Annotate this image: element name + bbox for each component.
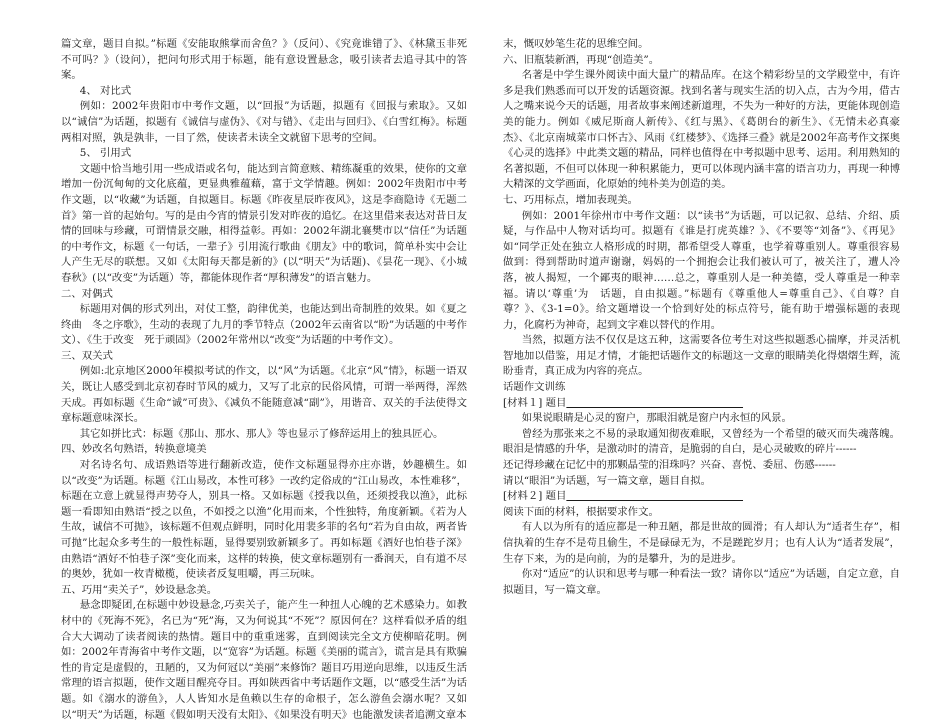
material-1-label: [材料１] 题目	[503, 396, 567, 409]
section-heading: 5、 引用式	[79, 147, 132, 160]
material-1-title	[503, 396, 900, 412]
body-paragraph: 悬念即疑团,在标题中妙设悬念,巧卖关子，能产生一种扭人心魄的艺术感染力。如教材中的《死海不死》，名已为“死”海，又为何说其“不死”？原因何在？这样看似矛盾的组合大大调动了读者阅读的热情。题目中的重重迷雾，直到阅读完全文方使柳暗花明。例如：2002年青海省中考作文题，以“宽容”为话题。标题《美丽的谎言》，谎言是具有欺骗性的肯定是虚假的，丑陋的，又为何冠以“美丽”来修饰？题目巧用逆向思维，以违反生活常理的语言拟题，使作文题目醒亮夺目。再如陕西省中考话题作文题，以“感受生活”为话题。如《溺水的游鱼》，人人皆知水是鱼赖以生存的命根子，怎么游鱼会溺水呢？又如以“明天”为话题，标题《假如明天没有太阳》、《如果没有明天》也能激发读者追溯文章本	[61, 599, 467, 721]
title-blank-line	[566, 397, 743, 409]
continued-paragraph: 末，慨叹妙笔生花的思维空间。	[503, 38, 649, 50]
task-paragraph: 请以“眼泪”为话题，写一篇文章，题目自拟。	[503, 474, 712, 487]
section-heading: 七、巧用标点，增加表现美。	[503, 193, 639, 206]
section-heading: 四、妙改名句熟语，转换意境美	[61, 443, 207, 456]
title-blank-line	[566, 490, 743, 502]
body-paragraph: 文题中恰当地引用一些成语或名句，能达到言简意赅、精练凝重的效果，使你的文章增加一份沉甸甸的文化底蕴，更显典雅蕴藉，富于文学情趣。例如：2002年贵阳市中考作文题，以“收藏”为话题，自拟题目。标题《昨夜星辰昨夜风》，这是李商隐诗《无题二首》第一首的起始句。写的是由今宵的情景引发对昨夜的追忆。在这里借来表达对昔日友情的回味与珍藏，可谓情景交融，相得益彰。再如：2002年湖北襄樊市以“信任”为话题的中考作文，标题《一句话，一辈子》引用流行歌曲《朋友》中的歌词，简单朴实中会让人产生无尽的联想。又如《太阳每天都是新的》(以“明天”为话题)、《昙花一现》、《小城春秋》(以“改变”为话题）等，都能体现作者“厚积薄发”的语言魅力。	[61, 162, 467, 284]
section-heading: 六、旧瓶装新酒，再现“创造美”。	[503, 53, 660, 66]
intro-paragraph: 篇文章，题目自拟。”标题《安能取熊掌而舍鱼？》（反问）、《究竟谁错了》、《林黛玉非死不可吗？》（设问），把问句形式用于标题，能有意设置悬念，吸引读者去追寻其中的答案。	[61, 38, 467, 82]
left-column	[61, 37, 467, 723]
body-paragraph: 还记得珍藏在记忆中的那颗晶莹的泪珠吗？兴奋、喜悦、委屈、伤感------	[503, 459, 836, 472]
body-paragraph: 如果说眼睛是心灵的窗户，那眼泪就是窗户内永恒的风景。	[521, 412, 792, 425]
task-paragraph: 你对“适应”的认识和思考与哪一种看法一致？请你以“适应”为话题，自定立意，自拟题目，写一篇文章。	[503, 568, 900, 596]
practice-heading: 话题作文训练	[503, 381, 566, 394]
body-paragraph: 名著是中学生课外阅读中面大量广的精品库。在这个精彩纷呈的文学殿堂中，有许多是我们熟悉而可以开发的话题资源。找到名著与现实生活的切入点，古为今用，借古人之嘴来说今天的话题，用者故事来阐述新道理，不失为一种好的方法，更能体现创造美的能力。例如《威尼斯商人新传》、《红与黑》、《葛朗台的新生》、《无情未必真豪杰》、《北京南城菜市口怀古》、风雨《红楼梦》、《选择三叠》就是2002年高考作文探奥《心灵的选择》中此类文题的精品，同样也值得在中考拟题中思考、运用。利用熟知的名著拟题，不但可以体现一种积累能力，更可以体现内涵丰富的语言功力，再现一种博大精深的文学画面，化原始的纯朴美为创造的美。	[503, 69, 900, 191]
body-paragraph: 例如:北京地区2000年模拟考试的作文，以“风”为话题。《北京“风”情》，标题一语双关，既让人感受到北京初春时节风的威力，又写了北京的民俗风情，可谓一举两得，浑然天成。再如标题《生命“诚”可贵》、《减负不能随意减“副”》，用谐音、双关的手法使得文章标题意味深长。	[61, 365, 467, 425]
body-paragraph: 其它如拼比式：标题《那山、那水、那人》等也显示了修辞运用上的独具匠心。	[79, 427, 444, 440]
section-heading: 4、 对比式	[79, 84, 132, 97]
body-paragraph: 标题用对偶的形式列出，对仗工整，韵律优美，也能达到出奇制胜的效果。如《夏之终曲 冬之序歌》，生动的表现了九月的季节特点（2002年云南省以“盼”为话题的中考作文）、《生于改变 死于顽固》（2002年常州以“改变”为话题的中考作文）。	[61, 303, 467, 347]
body-paragraph: 曾经为那张来之不易的录取通知彻夜难眠，又曾经为一个希望的破灭而失魂落魄。眼泪是情感的升华，是激动时的清音，是脆弱的自白，是心灵破败的碎片------	[503, 427, 900, 456]
material-2-label: [材料２] 题目	[503, 490, 567, 503]
section-heading: 二、对偶式	[61, 287, 113, 300]
body-paragraph: 对名诗名句、成语熟语等进行翻新改造，使作文标题显得亦庄亦谐，妙趣横生。如以“改变”为话题。标题《江山易改，本性可移》一改约定俗成的“江山易改，本性难移”，标题在立意上就显得声势夺人，别具一格。又如标题《授我以鱼，还须授我以渔》，此标题一看即知由熟语“授之以鱼，不如授之以渔”化用而来，个性独特，角度新颖。《若为人生故，诚信不可抛》，该标题不但观点鲜明，同时化用裴多菲的名句“若为自由故，两者皆可抛”比起众多考生的一般性标题，显得要别致新颖多了。再如标题《酒好也怕巷子深》由熟语“酒好不怕巷子深”变化而来，这样的转换，使文章标题别有一番润天，自有道不尽的奥妙，犹如一枚青橄榄，使读者反复咀嚼，再三玩味。	[61, 459, 467, 581]
body-paragraph: 例如：2002年贵阳市中考作文题，以“回报”为话题，拟题有《回报与索取》。又如以“诚信”为话题，拟题有《诚信与虚伪》、《对与错》、《走出与回归》、《白雪红梅》。标题两相对照，孰是孰非，一目了然，使读者未读全文就留下思考的空间。	[61, 100, 467, 144]
material-2-title	[503, 489, 900, 505]
body-paragraph: 阅读下面的材料，根据要求作文。	[503, 505, 659, 518]
section-heading: 五、巧用“卖关子”，妙设悬念美。	[61, 583, 218, 596]
body-paragraph: 有人以为所有的适应都是一种丑陋，都是世故的圆滑；有人却认为“适者生存”，相信执着的生存不是苟且偷生，不是碌碌无为，不是蹉跎岁月；也有人认为“适者发展”，生存下来，为的是向前，为的是攀升，为的是进步。	[503, 521, 900, 565]
body-paragraph: 例如：2001年徐州市中考作文题：以“读书”为话题，可以记叙、总结、介绍、质疑，与作品中人物对话均可。拟题有《谁是打虎英雄？》、《不要等“刘备”》、《再见》如“同学正处在独立人格形成的时期，都希望受人尊重，也学着尊重别人。尊重很容易做到：得到帮助时道声谢谢，妈妈的一个拥抱会让我们被认可了，被关注了，遭人冷落，被人揭短，一个鄙夷的眼神……总之，尊重别人是一种美德，受人尊重是一种幸福。请以‘尊重’为 话题，自由拟题。”标题有《尊重他人=尊重自己》、《自尊？自尊？》、《3-1=0》。给文题增设一个恰到好处的标点符号，能有助于增强标题的表现力，化腐朽为神奇，起到文字难以替代的作用。	[503, 209, 900, 331]
body-paragraph: 当然，拟题方法不仅仅是这五种，这需要各位考生对这些拟题悉心揣摩，并灵活机智地加以借鉴，用足才情，才能把话题作文的标题这一文章的眼睛美化得熠熠生辉，流盼垂青，真正成为内容的亮点。	[503, 334, 900, 378]
right-column	[503, 37, 900, 598]
section-heading: 三、双关式	[61, 349, 113, 362]
